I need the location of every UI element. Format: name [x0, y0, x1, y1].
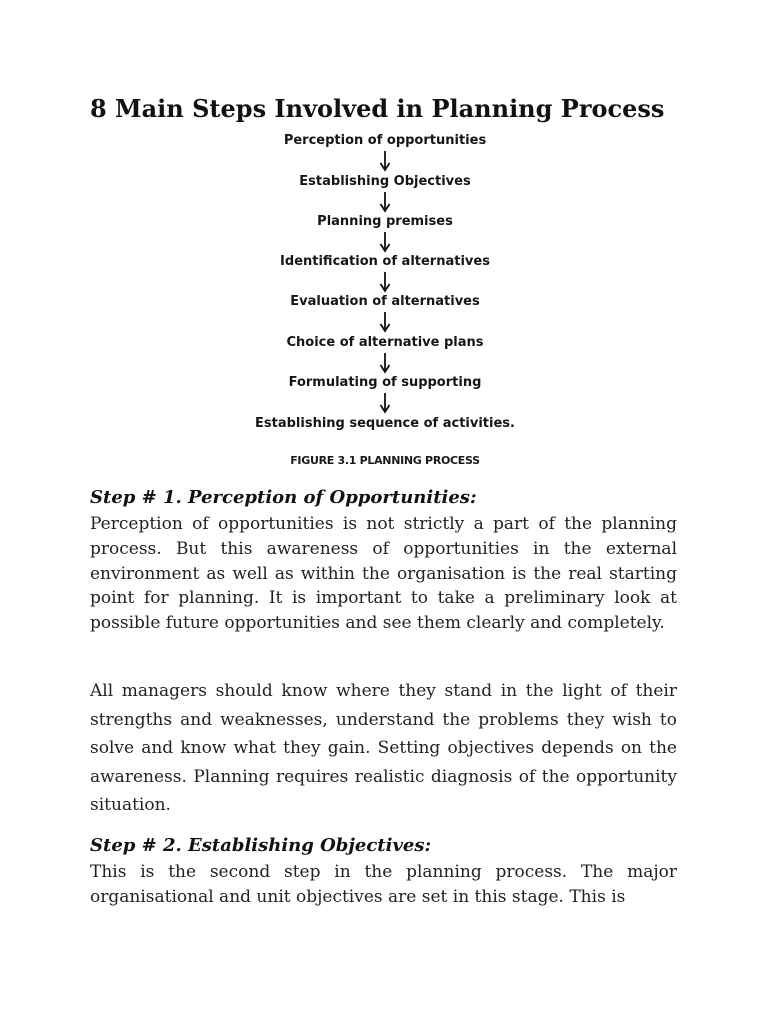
down-arrow-icon: [240, 271, 530, 293]
down-arrow-icon: [240, 231, 530, 253]
flow-step: Identification of alternatives: [280, 254, 490, 269]
down-arrow-icon: [240, 191, 530, 213]
flow-step: Establishing sequence of activities.: [255, 416, 515, 431]
down-arrow-icon: [240, 150, 530, 172]
down-arrow-icon: [240, 392, 530, 414]
flow-step: Choice of alternative plans: [286, 335, 484, 350]
section-heading: Step # 2. Establishing Objectives:: [90, 835, 432, 856]
paragraph: All managers should know where they stand in the light of their strengths and weaknesses, understand the problems they wish to solve and know what they gain. Setting objectives depends on the awareness. Planning requires realistic diagnosis of the opportunity situation.: [90, 681, 677, 815]
planning-process-figure: [240, 130, 530, 475]
flow-step: Planning premises: [317, 214, 453, 229]
section-heading: Step # 1. Perception of Opportunities:: [90, 487, 477, 508]
down-arrow-icon: [240, 311, 530, 333]
flow-step: Perception of opportunities: [283, 133, 487, 148]
paragraph: This is the second step in the planning process. The major organisational and unit objectives are set in this stage. This is: [90, 862, 677, 907]
paragraph: Perception of opportunities is not strictly a part of the planning process. But this awareness of opportunities in the external environment as well as within the organisation is the real starting point for planning. It is important to take a preliminary look at possible future opportunities and see them clearly and completely.: [90, 514, 677, 634]
flow-step: Evaluation of alternatives: [290, 294, 480, 309]
flow-step: Formulating of supporting: [288, 375, 482, 390]
flow-step: Establishing Objectives: [299, 174, 471, 189]
down-arrow-icon: [240, 352, 530, 374]
figure-caption: FIGURE 3.1 PLANNING PROCESS: [290, 454, 480, 467]
page-title: 8 Main Steps Involved in Planning Process: [90, 94, 665, 123]
